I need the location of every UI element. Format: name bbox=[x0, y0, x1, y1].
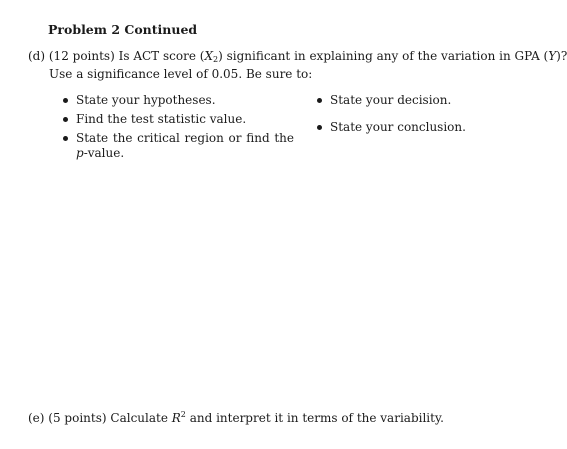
section-heading: Problem 2 Continued bbox=[48, 22, 198, 37]
question-e-points: (5 points) bbox=[48, 411, 107, 425]
question-d-points: (12 points) bbox=[48, 49, 115, 63]
bullet-list-right bbox=[316, 93, 556, 147]
question-d-text-b: ) significant in explaining any of the variation in GPA ( bbox=[218, 49, 549, 63]
variable-x: X bbox=[204, 49, 213, 63]
bullet-text: State your hypotheses. bbox=[76, 93, 216, 107]
bullet-item bbox=[62, 93, 302, 108]
variable-x-subscript: 2 bbox=[212, 55, 219, 64]
bullet-text: Find the test statistic value. bbox=[76, 112, 247, 126]
bullet-text-continuation bbox=[76, 146, 124, 160]
bullet-icon bbox=[63, 136, 68, 141]
question-e-label: (e) bbox=[28, 411, 45, 425]
bullet-text-continuation-rest: -value. bbox=[83, 146, 125, 160]
question-d-text-c: )? bbox=[556, 49, 567, 63]
question-e bbox=[28, 410, 444, 425]
variable-y: Y bbox=[548, 49, 557, 63]
bullet-item bbox=[316, 120, 556, 135]
bullet-item bbox=[62, 131, 302, 161]
question-d-text-a: Is ACT score ( bbox=[118, 49, 205, 63]
question-d-label: (d) bbox=[28, 49, 46, 63]
question-e-text-b: and interpret it in terms of the variability. bbox=[185, 411, 444, 425]
bullet-item bbox=[62, 112, 302, 127]
bullet-list-left bbox=[62, 93, 302, 165]
variable-r-superscript: 2 bbox=[180, 410, 186, 419]
bullet-item bbox=[316, 93, 556, 108]
bullet-icon bbox=[317, 98, 322, 103]
bullet-icon bbox=[317, 125, 322, 130]
bullet-icon bbox=[63, 117, 68, 122]
bullet-text: State the critical region or find the bbox=[76, 131, 294, 145]
bullet-text: State your conclusion. bbox=[330, 120, 466, 134]
bullet-text: State your decision. bbox=[330, 93, 452, 107]
question-d-line1 bbox=[28, 49, 567, 67]
question-e-text-a: Calculate bbox=[110, 411, 172, 425]
variable-r: R bbox=[171, 411, 181, 425]
bullet-icon bbox=[63, 98, 68, 103]
question-d-line2: Use a significance level of 0.05. Be sure to: bbox=[49, 67, 313, 81]
variable-p: p bbox=[76, 146, 84, 160]
question-d bbox=[28, 49, 567, 82]
